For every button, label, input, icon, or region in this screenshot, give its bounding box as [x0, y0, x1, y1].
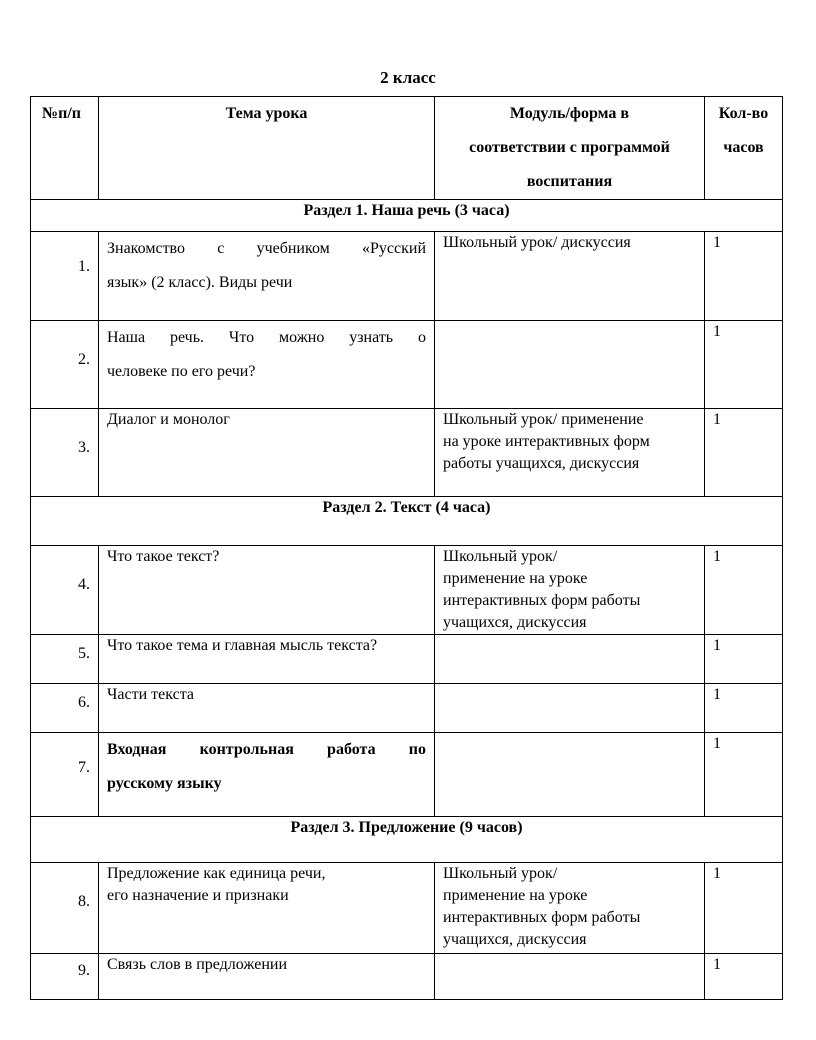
- header-module-form-line: Модуль/форма в: [509, 105, 630, 122]
- lesson-topic-line: Что такое тема и главная мысль текста?: [107, 637, 378, 654]
- table-row: [31, 232, 783, 321]
- lesson-hours-cell: [705, 635, 783, 684]
- lesson-topic-line: Что такое текст?: [107, 548, 220, 565]
- section-title-cell: [31, 817, 783, 863]
- section-title: Раздел 2. Текст (4 часа): [322, 499, 491, 516]
- lesson-number-cell: [31, 863, 99, 954]
- table-header-row: [31, 97, 783, 200]
- lesson-hours-cell: [705, 409, 783, 497]
- lesson-number-cell: [31, 232, 99, 321]
- lesson-number-cell: [31, 684, 99, 733]
- section-row: [31, 497, 783, 546]
- lesson-form-line: Школьный урок/: [443, 865, 558, 882]
- lesson-form-cell: [435, 409, 705, 497]
- lesson-number: 2.: [78, 351, 90, 368]
- lesson-form-line: Школьный урок/: [443, 548, 558, 565]
- lesson-number: 4.: [78, 576, 90, 593]
- lesson-topic-cell: [99, 863, 435, 954]
- lesson-topic-line: Части текста: [107, 686, 195, 703]
- lesson-topic-line: русскому языку: [107, 775, 222, 792]
- lesson-form-line: применение на уроке: [443, 887, 588, 904]
- header-module-form-line: воспитания: [526, 173, 613, 190]
- lesson-topic-line: Наша речь. Что можно узнать о: [107, 329, 426, 346]
- header-hours-line: Кол-во: [718, 105, 769, 122]
- lesson-topic-line: Предложение как единица речи,: [107, 865, 326, 882]
- lesson-hours: 1: [713, 548, 721, 565]
- lesson-form-cell: [435, 863, 705, 954]
- lesson-number: 7.: [78, 759, 90, 776]
- lesson-topic-line: Знакомство с учебником «Русский: [107, 240, 426, 257]
- lesson-topic-line: язык» (2 класс). Виды речи: [107, 274, 293, 291]
- lesson-number: 8.: [78, 893, 90, 910]
- lesson-hours-cell: [705, 863, 783, 954]
- header-topic: Тема урока: [99, 97, 435, 200]
- lesson-form-cell: [435, 232, 705, 321]
- page-heading: 2 класс: [380, 68, 436, 87]
- table-row: [31, 546, 783, 635]
- table-row: [31, 409, 783, 497]
- lesson-form-cell: [435, 546, 705, 635]
- lesson-number-cell: [31, 635, 99, 684]
- lesson-hours: 1: [713, 323, 721, 340]
- lesson-number: 1.: [78, 258, 90, 275]
- lesson-hours: 1: [713, 637, 721, 654]
- lesson-form-line: на уроке интерактивных форм: [443, 433, 650, 450]
- section-row: [31, 817, 783, 863]
- table-row: [31, 954, 783, 1000]
- lesson-form-line: учащихся, дискуссия: [443, 931, 587, 948]
- lesson-form-cell: [435, 733, 705, 817]
- header-module-form-line: соответствии с программой: [469, 139, 670, 156]
- header-module-form: [435, 97, 705, 200]
- lesson-form-line: работы учащихся, дискуссия: [443, 455, 640, 472]
- lesson-topic-cell: [99, 409, 435, 497]
- table-row: [31, 684, 783, 733]
- lesson-number: 3.: [78, 439, 90, 456]
- section-title-cell: [31, 200, 783, 232]
- lesson-form-cell: [435, 635, 705, 684]
- lesson-hours-cell: [705, 232, 783, 321]
- lesson-form-line: Школьный урок/ дискуссия: [443, 234, 631, 251]
- lesson-form-cell: [435, 684, 705, 733]
- lesson-form-line: Школьный урок/ применение: [443, 411, 644, 428]
- lesson-hours-cell: [705, 954, 783, 1000]
- lesson-topic-line: Входная контрольная работа по: [107, 741, 426, 758]
- lesson-hours-cell: [705, 321, 783, 409]
- table-row: [31, 321, 783, 409]
- lesson-hours: 1: [713, 956, 721, 973]
- lesson-plan-table: [30, 96, 783, 1000]
- header-hours: [705, 97, 783, 200]
- section-title: Раздел 1. Наша речь (3 часа): [303, 202, 510, 219]
- lesson-topic-line: Связь слов в предложении: [107, 956, 287, 973]
- lesson-number-cell: [31, 409, 99, 497]
- table-row: [31, 863, 783, 954]
- lesson-number: 6.: [78, 694, 90, 711]
- lesson-number: 9.: [78, 962, 90, 979]
- lesson-topic-cell: [99, 635, 435, 684]
- lesson-topic-cell: [99, 733, 435, 817]
- lesson-number-cell: [31, 954, 99, 1000]
- table-row: [31, 733, 783, 817]
- lesson-hours: 1: [713, 686, 721, 703]
- lesson-number: 5.: [78, 645, 90, 662]
- lesson-form-cell: [435, 321, 705, 409]
- lesson-number-cell: [31, 546, 99, 635]
- lesson-form-line: интерактивных форм работы: [443, 909, 641, 926]
- lesson-topic-cell: [99, 232, 435, 321]
- lesson-topic-cell: [99, 684, 435, 733]
- table-row: [31, 635, 783, 684]
- lesson-form-line: применение на уроке: [443, 570, 588, 587]
- header-number: №п/п: [31, 97, 99, 200]
- lesson-form-cell: [435, 954, 705, 1000]
- header-hours-line: часов: [723, 139, 764, 156]
- section-row: [31, 200, 783, 232]
- lesson-hours-cell: [705, 684, 783, 733]
- lesson-hours: 1: [713, 234, 721, 251]
- lesson-number-cell: [31, 321, 99, 409]
- section-title: Раздел 3. Предложение (9 часов): [290, 819, 523, 836]
- lesson-topic-cell: [99, 954, 435, 1000]
- lesson-number-cell: [31, 733, 99, 817]
- lesson-topic-line: Диалог и монолог: [107, 411, 230, 428]
- lesson-hours-cell: [705, 733, 783, 817]
- lesson-form-line: учащихся, дискуссия: [443, 614, 587, 631]
- section-title-cell: [31, 497, 783, 546]
- lesson-hours-cell: [705, 546, 783, 635]
- lesson-topic-line: его назначение и признаки: [107, 887, 289, 904]
- lesson-hours: 1: [713, 735, 721, 752]
- lesson-topic-line: человеке по его речи?: [107, 363, 256, 380]
- lesson-topic-cell: [99, 321, 435, 409]
- lesson-hours: 1: [713, 865, 721, 882]
- lesson-hours: 1: [713, 411, 721, 428]
- lesson-topic-cell: [99, 546, 435, 635]
- lesson-form-line: интерактивных форм работы: [443, 592, 641, 609]
